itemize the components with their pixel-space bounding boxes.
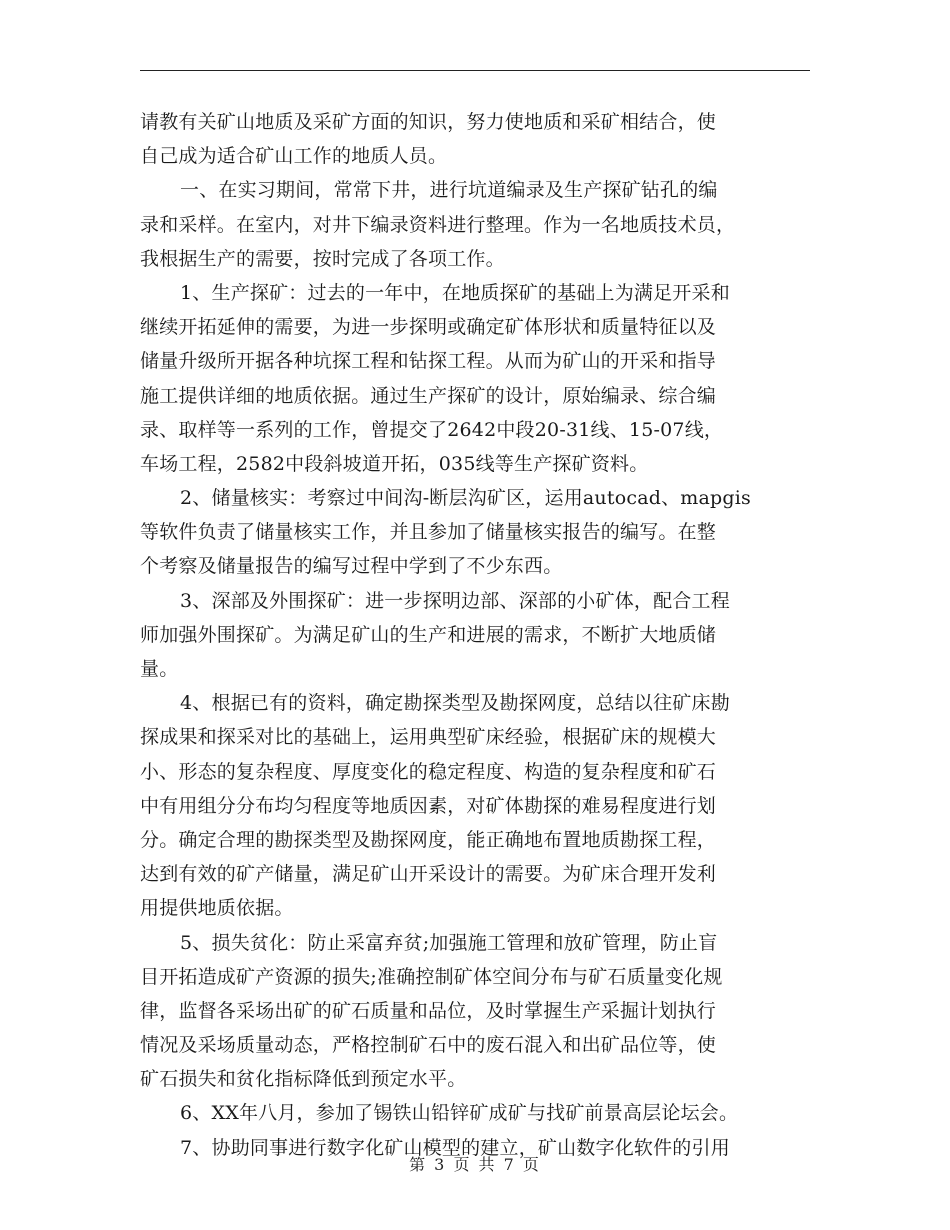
text-line: 量。 (140, 658, 179, 680)
page-footer: 第 3 页 共 7 页 (409, 1155, 541, 1174)
text-line: 中有用组分分布均匀程度等地质因素，对矿体勘探的难易程度进行划 (140, 794, 717, 817)
text-line: 一、在实习期间，常常下井，进行坑道编录及生产探矿钻孔的编 (180, 179, 718, 202)
text-line: 车场工程，2582中段斜坡道开拓，035线等生产探矿资料。 (140, 452, 649, 475)
text-line: 2、储量核实：考察过中间沟-断层沟矿区，运用autocad、mapgis (180, 487, 751, 510)
text-line: 情况及采场质量动态，严格控制矿石中的废石混入和出矿品位等，使 (140, 1034, 717, 1057)
text-line: 用提供地质依据。 (140, 897, 294, 920)
text-line: 个考察及储量报告的编写过程中学到了不少东西。 (140, 555, 563, 578)
text-line: 达到有效的矿产储量，满足矿山开采设计的需要。为矿床合理开发利 (140, 863, 717, 886)
text-line: 6、XX年八月，参加了锡铁山铅锌矿成矿与找矿前景高层论坛会。 (180, 1102, 739, 1125)
text-line: 律，监督各采场出矿的矿石质量和品位，及时掌握生产采掘计划执行 (140, 999, 717, 1022)
header-rule (140, 70, 810, 71)
text-line: 小、形态的复杂程度、厚度变化的稳定程度、构造的复杂程度和矿石 (140, 760, 717, 783)
text-line: 目开拓造成矿产资源的损失;准确控制矿体空间分布与矿石质量变化规 (140, 965, 723, 988)
text-line: 施工提供详细的地质依据。通过生产探矿的设计，原始编录、综合编 (140, 384, 717, 407)
text-line: 7、协助同事进行数字化矿山模型的建立，矿山数字化软件的引用 (180, 1136, 730, 1159)
text-line: 师加强外围探矿。为满足矿山的生产和进展的需求，不断扩大地质储 (140, 623, 717, 646)
text-line: 录和采样。在室内，对井下编录资料进行整理。作为一名地质技术员， (140, 213, 736, 236)
text-line: 请教有关矿山地质及采矿方面的知识，努力使地质和采矿相结合，使 (140, 111, 717, 133)
text-line: 矿石损失和贫化指标降低到预定水平。 (140, 1068, 467, 1091)
body-text (140, 105, 810, 1165)
text-line: 探成果和探采对比的基础上，运用典型矿床经验，根据矿床的规模大 (140, 726, 717, 749)
text-line: 等软件负责了储量核实工作，并且参加了储量核实报告的编写。在整 (140, 521, 717, 544)
text-line: 3、深部及外围探矿：进一步探明边部、深部的小矿体，配合工程 (180, 589, 730, 612)
text-line: 4、根据已有的资料，确定勘探类型及勘探网度，总结以往矿床勘 (180, 692, 730, 715)
text-line: 自己成为适合矿山工作的地质人员。 (140, 145, 448, 168)
text-line: 1、生产探矿：过去的一年中，在地质探矿的基础上为满足开采和 (180, 281, 730, 304)
text-line: 储量升级所开据各种坑探工程和钻探工程。从而为矿山的开采和指导 (140, 350, 717, 373)
text-line: 录、取样等一系列的工作，曾提交了2642中段20-31线、15-07线， (140, 418, 724, 441)
text-line: 5、损失贫化：防止采富弃贫;加强施工管理和放矿管理，防止盲 (180, 931, 718, 954)
text-line: 继续开拓延伸的需要，为进一步探明或确定矿体形状和质量特征以及 (140, 316, 717, 339)
text-line: 我根据生产的需要，按时完成了各项工作。 (140, 247, 505, 270)
text-line: 分。确定合理的勘探类型及勘探网度，能正确地布置地质勘探工程， (140, 828, 717, 851)
